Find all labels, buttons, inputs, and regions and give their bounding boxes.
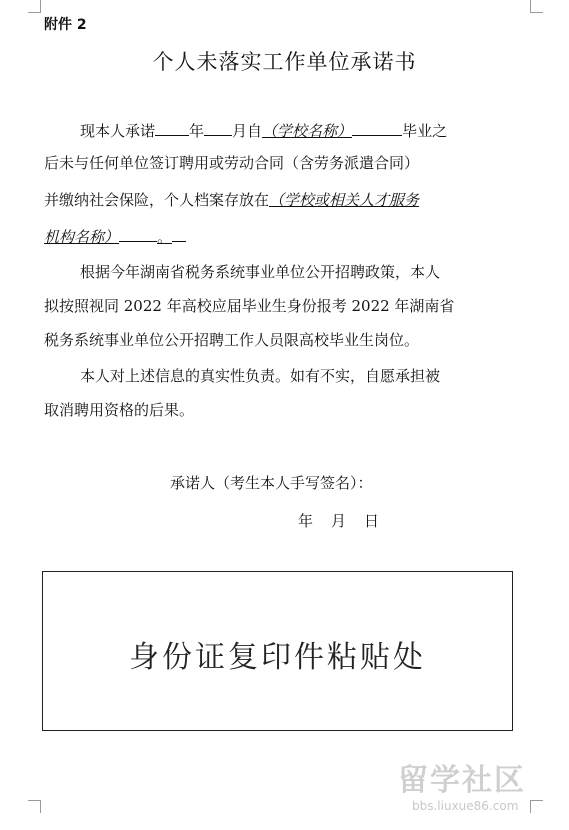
school-name-blank[interactable] <box>352 119 402 136</box>
archive-agency-placeholder-cont[interactable]: 机构名称） <box>44 228 120 246</box>
watermark-url: bbs.liuxue86.com <box>412 799 519 813</box>
paragraph1-line3 <box>44 190 419 210</box>
p1-text-graduate: 毕业之 <box>402 122 448 140</box>
paragraph2-line3: 税务系统事业单位公开招聘工作人员限高校毕业生岗位。 <box>44 331 420 349</box>
date-day: 日 <box>364 512 380 530</box>
paragraph3-line1: 本人对上述信息的真实性负责。如有不实，自愿承担被 <box>80 367 441 385</box>
attachment-label: 附件 2 <box>44 17 87 33</box>
paragraph1-line1 <box>80 119 447 141</box>
paragraph2-line1: 根据今年湖南省税务系统事业单位公开招聘政策，本人 <box>80 263 441 281</box>
p1-text-commit: 现本人承诺 <box>80 122 156 140</box>
watermark-logo: 留学社区 <box>398 763 526 798</box>
p1-period: 。 <box>157 228 173 246</box>
paragraph1-line2: 后未与任何单位签订聘用或劳动合同（含劳务派遣合同） <box>44 154 420 172</box>
crop-mark-bottom-left <box>28 800 41 813</box>
paragraph3-line2: 取消聘用资格的后果。 <box>44 401 195 419</box>
archive-agency-blank[interactable] <box>119 225 157 242</box>
watermark <box>398 755 558 815</box>
paragraph1-line4 <box>44 225 186 247</box>
archive-agency-placeholder[interactable]: （学校或相关人才服务 <box>269 191 420 209</box>
date-year: 年 <box>298 512 314 530</box>
school-name-placeholder[interactable]: （学校名称） <box>262 122 353 140</box>
month-blank[interactable] <box>204 119 232 136</box>
paragraph2-line2: 拟按照视同 2022 年高校应届毕业生身份报考 2022 年湖南省 <box>44 297 455 315</box>
id-copy-paste-label: 身份证复印件粘贴处 <box>129 640 426 675</box>
p1-text-year: 年 <box>189 122 205 140</box>
crop-mark-top-left <box>28 0 41 13</box>
p1-text-month: 月自 <box>232 122 263 140</box>
year-blank[interactable] <box>155 119 189 136</box>
document-title: 个人未落实工作单位承诺书 <box>152 50 417 74</box>
date-line <box>298 510 397 531</box>
crop-mark-top-right <box>530 0 543 13</box>
signature-label: 承诺人（考生本人手写签名）： <box>170 474 373 492</box>
date-month: 月 <box>331 512 347 530</box>
id-copy-paste-box <box>42 571 513 731</box>
p1-text-archive: 并缴纳社会保险，个人档案存放在 <box>44 191 270 209</box>
archive-agency-blank-end <box>172 225 186 242</box>
